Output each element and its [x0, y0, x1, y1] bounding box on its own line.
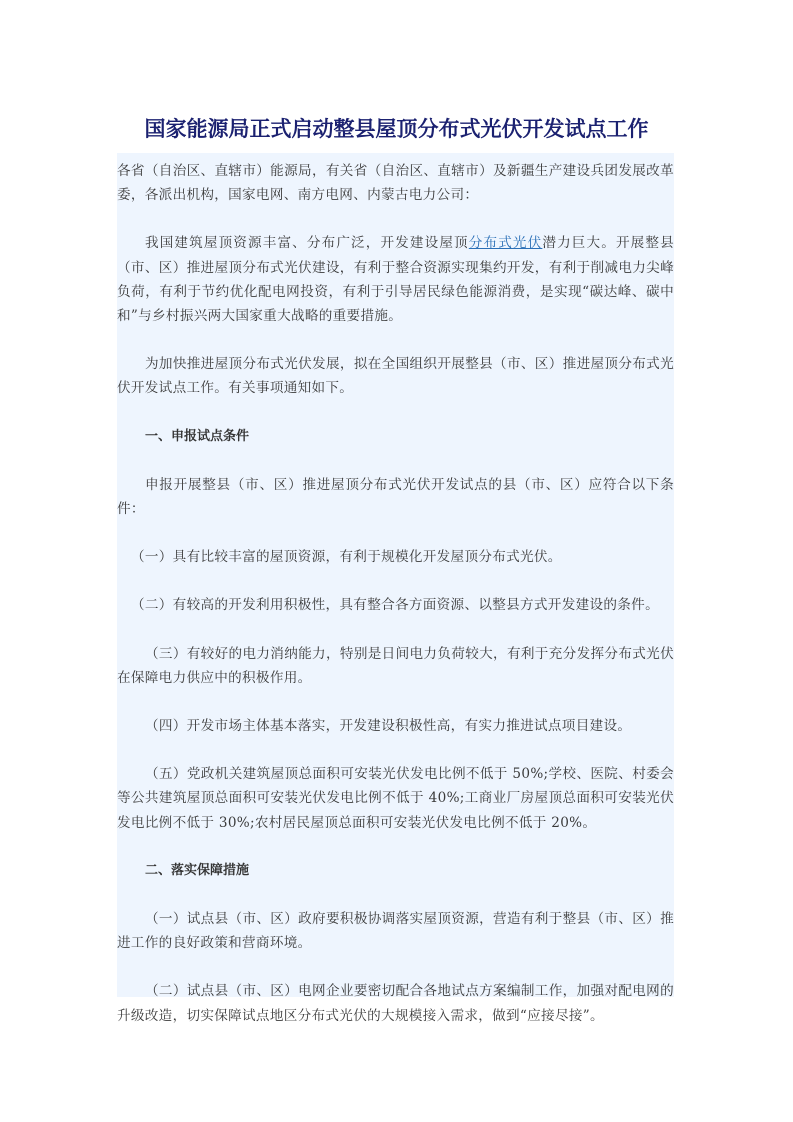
condition-item-3: （三）有较好的电力消纳能力，特别是日间电力负荷较大，有利于充分发挥分布式光伏在保障电力供应中的积极作用。: [117, 645, 674, 686]
document-title: 国家能源局正式启动整县屋顶分布式光伏开发试点工作: [144, 117, 649, 141]
spacer: [117, 835, 674, 859]
conditions-lead-paragraph: 申报开展整县（市、区）推进屋顶分布式光伏开发试点的县（市、区）应符合以下条件：: [117, 476, 674, 518]
salutation-paragraph: 各省（自治区、直辖市）能源局，有关省（自治区、直辖市）及新疆生产建设兵团发展改革委，各派出机构，国家电网、南方电网、内蒙古电力公司：: [117, 163, 674, 204]
spacer: [117, 569, 674, 593]
spacer: [117, 449, 674, 473]
intro-text-after-link: 潜力巨大。开展整县（市、区）推进屋顶分布式光伏建设，有利于整合资源实现集约开发，有利于削减电力尖峰负荷，有利于节约优化配电网投资，有利于引导居民绿色能源消费，是实现“碳达峰、碳中和”与乡村振兴两大国家重大战略的重要措施。: [117, 235, 675, 325]
spacer: [117, 738, 674, 762]
document-body: [117, 153, 675, 1024]
condition-item-1: （一）具有比较丰富的屋顶资源，有利于规模化开发屋顶分布式光伏。: [131, 549, 562, 566]
spacer: [117, 955, 674, 979]
spacer: [117, 521, 674, 545]
safeguard-item-1: （一）试点县（市、区）政府要积极协调落实屋顶资源，营造有利于整县（市、区）推进工作的良好政策和营商环境。: [117, 911, 674, 952]
intro-paragraph: [117, 231, 674, 328]
spacer: [117, 207, 674, 231]
distributed-pv-link[interactable]: 分布式光伏: [468, 235, 543, 252]
safeguard-item-2: （二）试点县（市、区）电网企业要密切配合各地试点方案编制工作，加强对配电网的升级改造，切实保障试点地区分布式光伏的大规模接入需求，做到“应接尽接”。: [117, 983, 674, 1024]
spacer: [117, 401, 674, 425]
condition-item-4: （四）开发市场主体基本落实，开发建设积极性高，有实力推进试点项目建设。: [145, 718, 632, 735]
spacer: [117, 328, 674, 352]
spacer: [117, 883, 674, 907]
condition-item-5: （五）党政机关建筑屋顶总面积可安装光伏发电比例不低于 50%;学校、医院、村委会等公共建筑屋顶总面积可安装光伏发电比例不低于 40%;工商业厂房屋顶总面积可安装光伏发电比例不低于 30%;农村居民屋顶总面积可安装光伏发电比例不低于 20%。: [117, 766, 674, 831]
spacer: [117, 690, 674, 714]
spacer: [117, 618, 674, 642]
section-heading-application-conditions: 一、申报试点条件: [145, 428, 250, 444]
condition-item-2: （二）有较高的开发利用积极性，具有整合各方面资源、以整县方式开发建设的条件。: [131, 597, 659, 614]
section-heading-safeguard-measures: 二、落实保障措施: [145, 862, 250, 878]
intro-text-before-link: 我国建筑屋顶资源丰富、分布广泛，开发建设屋顶: [145, 235, 469, 252]
purpose-paragraph: 为加快推进屋顶分布式光伏发展，拟在全国组织开展整县（市、区）推进屋顶分布式光伏开发试点工作。有关事项通知如下。: [117, 356, 674, 397]
